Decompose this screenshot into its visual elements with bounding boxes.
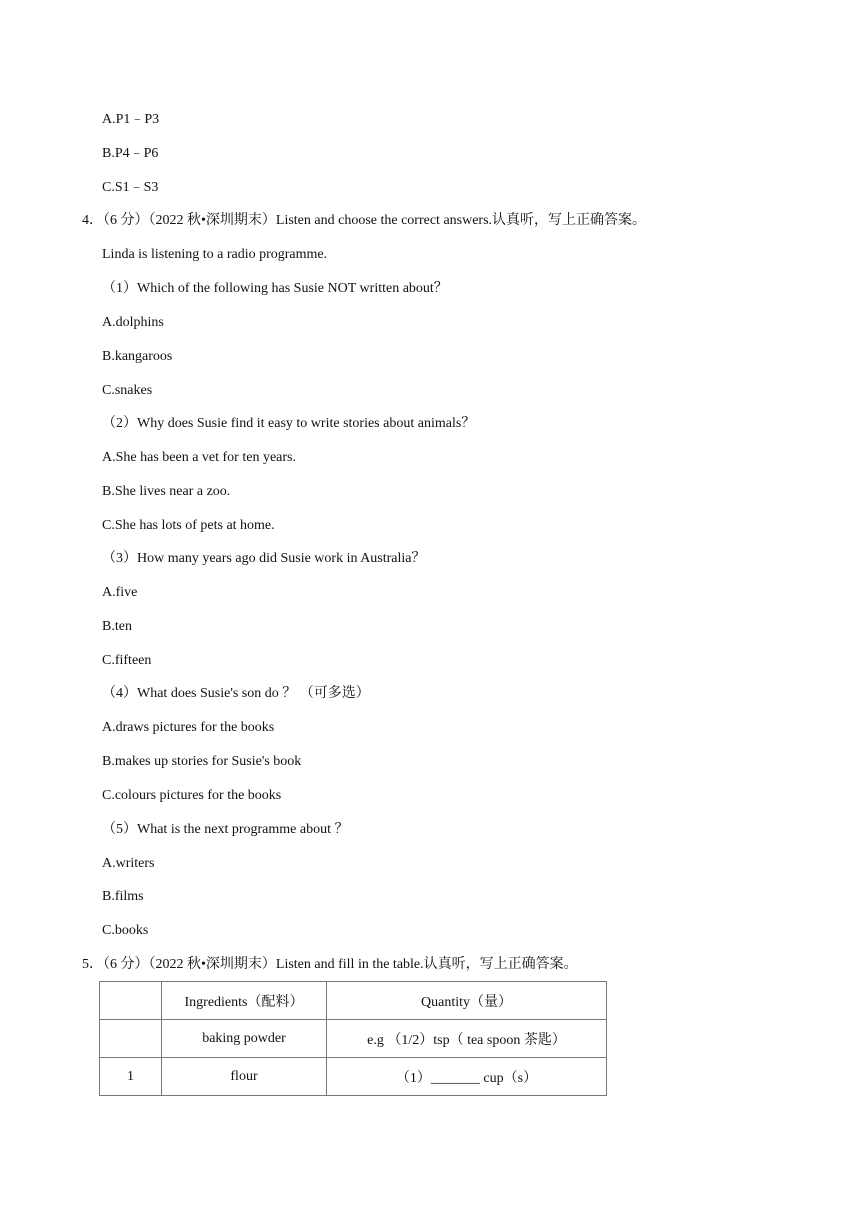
option-a: A.P1﹣P3 (102, 112, 160, 127)
table-cell: e.g （1/2）tsp（ tea spoon 茶匙） (327, 1020, 607, 1058)
table-cell: 1 (100, 1058, 162, 1096)
option-b: B.makes up stories for Susie's book (102, 754, 302, 769)
option-c: C.She has lots of pets at home. (102, 518, 275, 533)
table-header-row (100, 982, 607, 1020)
option-b: B.She lives near a zoo. (102, 484, 231, 499)
table-header-cell: Ingredients（配料） (162, 982, 327, 1020)
sub-question: （5）What is the next programme about ？ (102, 822, 349, 837)
table-row (100, 1020, 607, 1058)
table-cell: flour (162, 1058, 327, 1096)
table-header-cell (100, 982, 162, 1020)
option-b: B.films (102, 889, 144, 904)
option-c: C.books (102, 923, 149, 938)
option-b: B.ten (102, 619, 132, 634)
table-row (100, 1058, 607, 1096)
table-cell: baking powder (162, 1020, 327, 1058)
option-c: C.fifteen (102, 653, 152, 668)
table-cell: （1）_______ cup（s） (327, 1058, 607, 1096)
sub-question: （4）What does Susie's son do ？ （可多选） (102, 686, 370, 701)
option-b: B.P4﹣P6 (102, 146, 159, 161)
table-header-cell: Quantity（量） (327, 982, 607, 1020)
sub-question: （1）Which of the following has Susie NOT written about？ (102, 281, 448, 296)
question-intro: Linda is listening to a radio programme. (102, 247, 328, 262)
ingredients-table (99, 981, 607, 1096)
option-a: A.writers (102, 856, 155, 871)
option-a: A.draws pictures for the books (102, 720, 275, 735)
option-c: C.S1﹣S3 (102, 180, 159, 195)
question-header: 4．（6 分）（2022 秋•深圳期末）Listen and choose the correct answers.认真听，写上正确答案。 (82, 213, 647, 228)
sub-question: （2）Why does Susie find it easy to write stories about animals？ (102, 416, 476, 431)
question-header: 5．（6 分）（2022 秋•深圳期末）Listen and fill in the table.认真听，写上正确答案。 (82, 957, 578, 972)
option-a: A.She has been a vet for ten years. (102, 450, 296, 465)
option-c: C.snakes (102, 383, 153, 398)
option-a: A.dolphins (102, 315, 164, 330)
option-a: A.five (102, 585, 138, 600)
table-cell (100, 1020, 162, 1058)
option-b: B.kangaroos (102, 349, 173, 364)
sub-question: （3）How many years ago did Susie work in Australia？ (102, 551, 426, 566)
option-c: C.colours pictures for the books (102, 788, 282, 803)
